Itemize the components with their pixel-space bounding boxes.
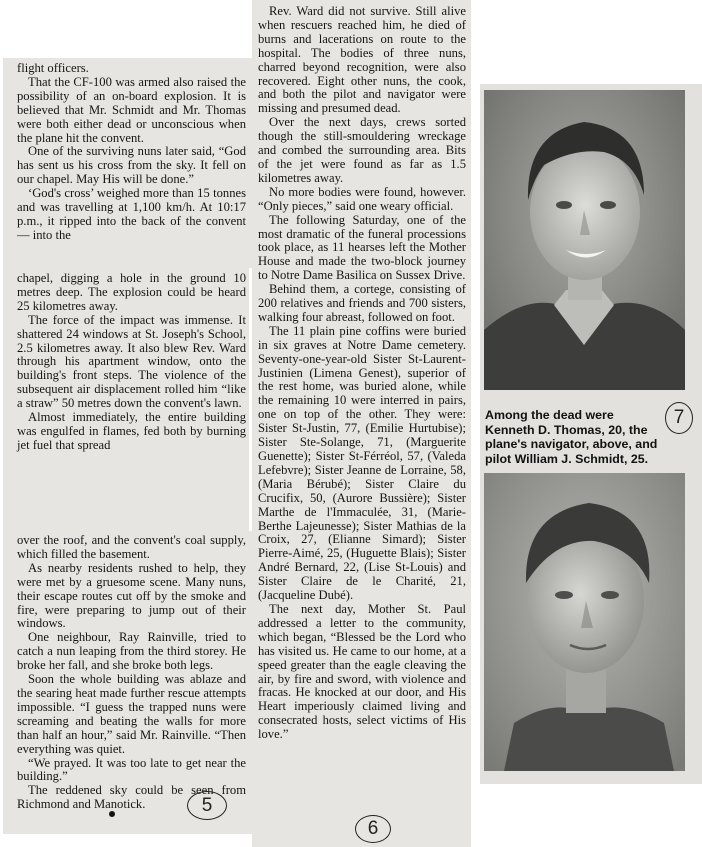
- article-text-left-part3: [17, 533, 246, 812]
- article-paragraph: The force of the impact was immense. It shattered 24 windows at St. Joseph's School, 2.5 kilometres away. It also blew Rev. Ward through his apartment window, onto the building's front steps. The violence of the subsequent air displacement rolled him “like a straw” 50 metres down the convent's lawn.: [17, 312, 246, 411]
- article-paragraph: chapel, digging a hole in the ground 10 metres deep. The explosion could be heard 25 kilometres away.: [17, 271, 246, 313]
- article-paragraph: Rev. Ward did not survive. Still alive when rescuers reached him, he died of burns and lacerations on route to the hospital. The bodies of three nuns, charred beyond recognition, were also recovered. Eight other nuns, the cook, and both the pilot and navigator were missing and presumed dead.: [258, 4, 466, 116]
- article-paragraph: One of the surviving nuns later said, “God has sent us his cross from the sky. It fell on our chapel. May His will be done.”: [17, 144, 246, 187]
- article-paragraph: over the roof, and the convent's coal supply, which filled the basement.: [17, 533, 246, 561]
- page-number-6: 6: [355, 815, 391, 843]
- portrait-william-schmidt-icon: [484, 473, 685, 771]
- article-paragraph: Almost immediately, the entire building was engulfed in flames, fed both by burning jet fuel that spread: [17, 410, 246, 452]
- article-paragraph: “We prayed. It was too late to get near the building.”: [17, 755, 246, 784]
- article-paragraph: The 11 plain pine coffins were buried in six graves at Notre Dame cemetery. Seventy-one-year-old Sister St-Laurent-Justinien (Limena Genest), superior of the rest home, was buried alone, while the remaining 10 were interred in pairs, one on top of the other. They were: Sister St-Justin, 77, (Emilie Hurtubise); Sister Ste-Solange, 71, (Marguerite Guenette); Sister St-Férréol, 57, (Valeda Lefebvre); Sister Jeanne de Lorraine, 58, (Maria Bérubé); Sister Claire du Crucifix, 50, (Aurore Bussière); Sister Marthe de l'Immaculée, 31, (Marie-Berthe Lajeunesse); Sister Mathias de la Croix, 27, (Elianne Simard); Sister Pierre-Aimé, 25, (Huguette Blais); Sister André Bernard, 22, (Lise St-Louis) and Sister Claire de le Charité, 21, (Jacqueline Dubé).: [258, 323, 466, 603]
- portrait-photo-william-schmidt: [484, 473, 685, 771]
- page-number-5: 5: [187, 791, 227, 820]
- photo-caption: Among the dead were Kenneth D. Thomas, 20, the plane's navigator, above, and pilot William J. Schmidt, 25.: [485, 408, 658, 466]
- article-paragraph: One neighbour, Ray Rainville, tried to catch a nun leaping from the third storey. He broke her fall, and she broke both legs.: [17, 630, 246, 673]
- article-paragraph: That the CF-100 was armed also raised the possibility of an on-board explosion. It is believed that Mr. Schmidt and Mr. Thomas were both either dead or unconscious when the plane hit the convent.: [17, 74, 246, 145]
- article-paragraph: Behind them, a cortege, consisting of 200 relatives and friends and 700 sisters, walking four abreast, followed on foot.: [258, 282, 466, 324]
- portrait-photo-kenneth-thomas: [484, 90, 685, 390]
- article-paragraph: Soon the whole building was ablaze and the searing heat made further rescue attempts impossible. “I guess the trapped nuns were screaming and beating the walls for more than half an hour,” said Mr. Rainville. “Then everything was quiet.: [17, 672, 246, 756]
- article-paragraph: The following Saturday, one of the most dramatic of the funeral processions took place, as 11 hearses left the Mother House and made the two-block journey to Notre Dame Basilica on Sussex Drive.: [258, 212, 466, 283]
- article-text-middle: [258, 5, 466, 813]
- article-paragraph: ‘God's cross’ weighed more than 15 tonnes and was travelling at 1,100 km/h. At 10:17 p.m., it ripped into the back of the convent — into the: [17, 186, 246, 242]
- page-number-7: 7: [665, 402, 693, 434]
- article-paragraph: As nearby residents rushed to help, they were met by a gruesome scene. Many nuns, their escape routes cut off by the smoke and fire, were preparing to jump out of their windows.: [17, 560, 246, 631]
- article-text-left-part1: [17, 62, 246, 267]
- article-text-left-part2: [17, 272, 246, 530]
- article-paragraph: The reddened sky could be seen from Richmond and Manotick.: [17, 783, 246, 812]
- article-paragraph: The next day, Mother St. Paul addressed a letter to the community, which began, “Blessed be the Lord who has visited us. He came to our home, at a speed greater than the eagle cleaving the air, by fire and sword, with violence and fracas. He knocked at our door, and His Heart imperiously claimed living and consecrated hosts, select victims of His love.”: [258, 601, 466, 742]
- bullet-dot: [109, 811, 115, 817]
- article-paragraph: flight officers.: [17, 61, 89, 75]
- article-paragraph: Over the next days, crews sorted though the still-smouldering wreckage and combed the surrounding area. Bits of the jet were found as far as 1.5 kilometres away.: [258, 115, 466, 185]
- article-paragraph: No more bodies were found, however. “Only pieces,” said one weary official.: [258, 184, 466, 213]
- portrait-kenneth-thomas-icon: [484, 90, 685, 390]
